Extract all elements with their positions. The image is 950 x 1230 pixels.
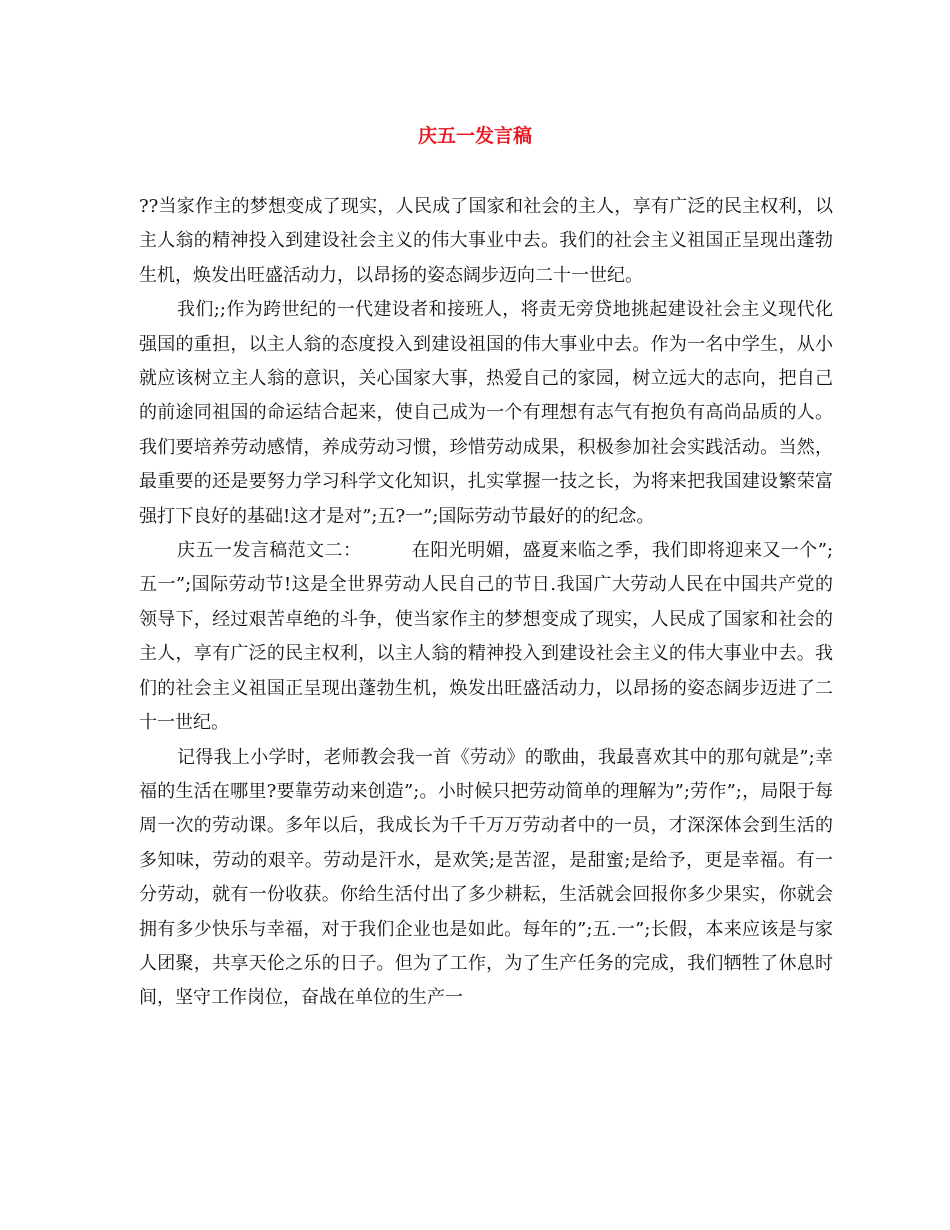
paragraph-3	[139, 534, 833, 740]
document-title: 庆五一发言稿	[417, 125, 532, 147]
paragraph-4: 记得我上小学时，老师教会我一首《劳动》的歌曲，我最喜欢其中的那句就是”;幸福的生活在哪里?要靠劳动来创造”;。小时候只把劳动简单的理解为”;劳作”;，局限于每周一次的劳动课。多年以后，我成长为千千万万劳动者中的一员，才深深体会到生活的多知味，劳动的艰辛。劳动是汗水，是欢笑;是苦涩，是甜蜜;是给予，更是幸福。有一分劳动，就有一份收获。你给生活付出了多少耕耘，生活就会回报你多少果实，你就会拥有多少快乐与幸福，对于我们企业也是如此。每年的”;五.一”;长假，本来应该是与家人团聚，共享天伦之乐的日子。但为了工作，为了生产任务的完成，我们牺牲了休息时间，坚守工作岗位，奋战在单位的生产一	[139, 746, 833, 1009]
section-label: 庆五一发言稿范文二：	[177, 540, 362, 562]
paragraph-3-text: 在阳光明媚，盛夏来临之季，我们即将迎来又一个”;五一”;国际劳动节!这是全世界劳动人民自己的节日.我国广大劳动人民在中国共产党的领导下，经过艰苦卓绝的斗争，使当家作主的梦想变成了现实，人民成了国家和社会的主人，享有广泛的民主权利，以主人翁的精神投入到建设社会主义的伟大事业中去。我们的社会主义祖国正呈现出蓬勃生机，焕发出旺盛活动力，以昂扬的姿态阔步迈进了二十一世纪。	[139, 540, 834, 734]
paragraph-1: ??当家作主的梦想变成了现实，人民成了国家和社会的主人，享有广泛的民主权利，以主人翁的精神投入到建设社会主义的伟大事业中去。我们的社会主义祖国正呈现出蓬勃生机，焕发出旺盛活动力，以昂扬的姿态阔步迈向二十一世纪。	[139, 196, 833, 286]
paragraph-2: 我们;;作为跨世纪的一代建设者和接班人，将责无旁贷地挑起建设社会主义现代化强国的重担，以主人翁的态度投入到建设祖国的伟大事业中去。作为一名中学生，从小就应该树立主人翁的意识，关心国家大事，热爱自己的家园，树立远大的志向，把自己的前途同祖国的命运结合起来，使自己成为一个有理想有志气有抱负有高尚品质的人。我们要培养劳动感情，养成劳动习惯，珍惜劳动成果，积极参加社会实践活动。当然，最重要的还是要努力学习科学文化知识，扎实掌握一技之长，为将来把我国建设繁荣富强打下良好的基础!这才是对”;五?一”;国际劳动节最好的的纪念。	[139, 299, 833, 527]
document-body	[139, 190, 833, 1016]
